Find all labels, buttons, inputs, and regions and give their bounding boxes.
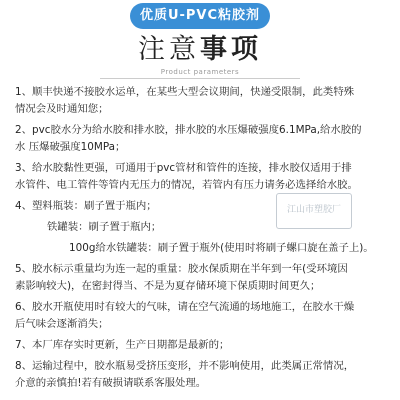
- watermark-text: 江山市塑胶厂: [286, 205, 341, 215]
- notice-line: 后气味会逐渐消失；: [15, 318, 109, 330]
- notice-item-2: [15, 122, 393, 156]
- page-title: [0, 33, 400, 67]
- product-badge: 优质U-PVC粘胶剂: [130, 3, 270, 29]
- title-light: 注意: [138, 34, 200, 65]
- title-bold: 事项: [200, 34, 262, 65]
- notice-item-4-sub-2: [15, 240, 393, 257]
- notice-line: 铁罐装：刷子置于瓶内；: [47, 221, 162, 233]
- notice-list: [15, 84, 393, 392]
- notice-line: 1、顺丰快递不接胶水运单，在某些大型会议期间，快递受限制，此类特殊: [15, 86, 355, 98]
- notice-line: 5、胶水标示重量均为连一起的重量：胶水保质期在半年到一年(受环境因: [15, 263, 348, 275]
- notice-item-3: [15, 160, 393, 194]
- notice-line: 2、pvc胶水分为给水胶和排水胶，排水胶的水压爆破强度6.1MPa,给水胶的: [15, 124, 362, 136]
- notice-line: 100g给水铁罐装：刷子置于瓶外(使用时将刷子螺口旋在盖子上)。: [69, 242, 374, 254]
- notice-line: 6、胶水开瓶使用时有较大的气味，请在空气流通的场地施工，在胶水干燥: [15, 301, 355, 313]
- notice-item-6: [15, 299, 393, 333]
- notice-line: 水 压爆破强度10MPa；: [15, 141, 126, 153]
- notice-line: 素影响较大)，在密封得当、不是为夏存储环境下保质期时间更久；: [15, 280, 321, 292]
- notice-line: 水管件、电工管件等管内无压力的情况，若管内有压力请务必选择给水胶。: [15, 179, 358, 191]
- page-subtitle: Product parameters: [160, 68, 240, 76]
- notice-line: 7、本厂库存实时更新，生产日期都是最新的；: [15, 339, 230, 351]
- notice-item-7: [15, 337, 393, 354]
- notice-line: 介意的亲慎拍!若有破损请联系客服处理。: [15, 377, 207, 389]
- notice-line: 8、运输过程中，胶水瓶易受挤压变形，并不影响使用，此类属正常情况，: [15, 360, 355, 372]
- notice-item-1: [15, 84, 393, 118]
- title-divider: [100, 78, 300, 79]
- notice-item-5: [15, 261, 393, 295]
- notice-item-8: [15, 358, 393, 392]
- notice-line: 4、塑料瓶装：刷子置于瓶内；: [15, 200, 157, 212]
- notice-line: 3、给水胶黏性更强，可通用于pvc管材和管件的连接，排水胶仅适用于排: [15, 162, 352, 174]
- notice-line: 情况会及时通知您；: [15, 103, 109, 115]
- watermark-stamp: [276, 193, 352, 229]
